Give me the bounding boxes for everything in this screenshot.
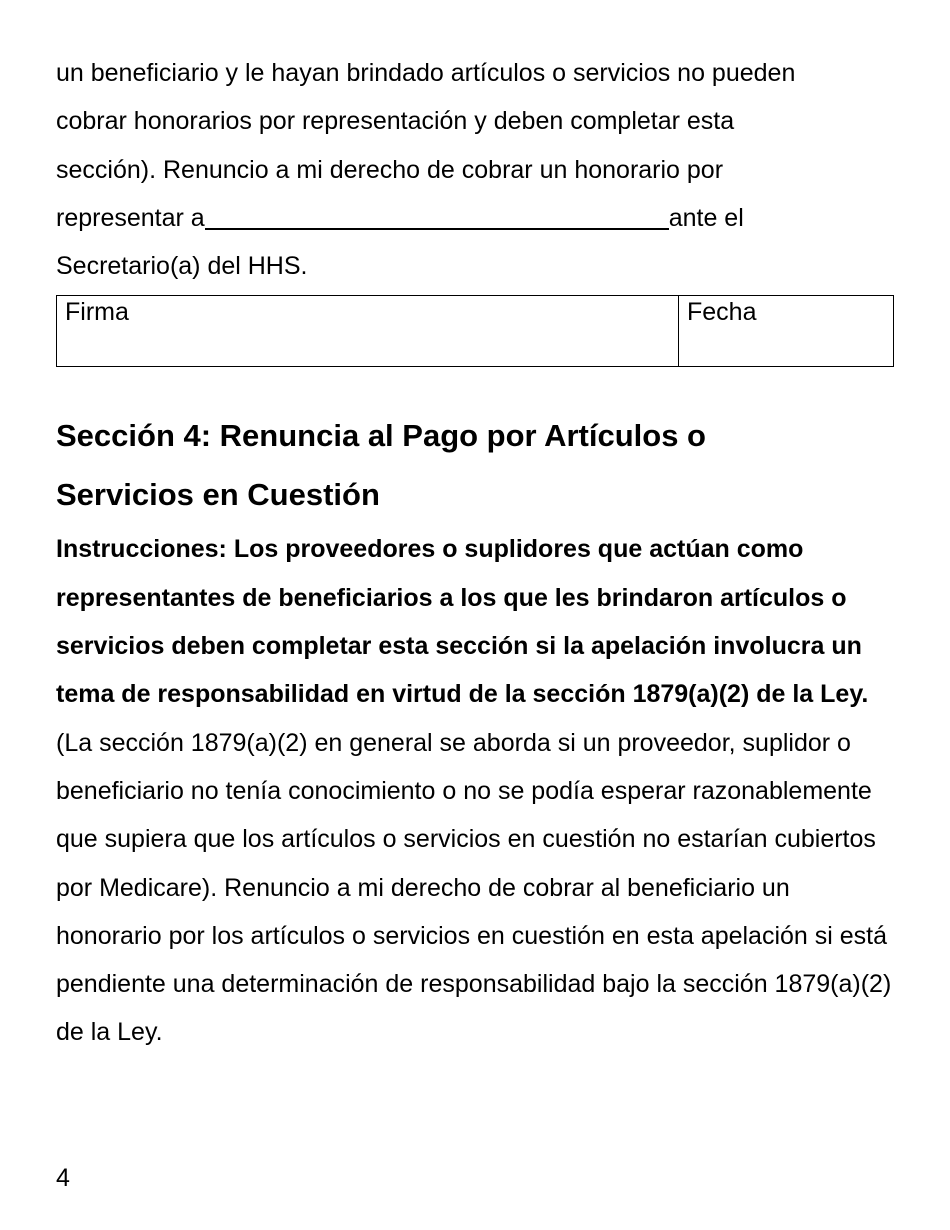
section-4-instructions xyxy=(56,525,894,1056)
section-4-heading-line-1: Sección 4: Renuncia al Pago por Artículos o xyxy=(56,418,706,454)
signature-date-table xyxy=(56,295,894,367)
paragraph-line-1: un beneficiario y le hayan brindado artículos o servicios no pueden xyxy=(56,59,796,87)
paragraph-line-5: Secretario(a) del HHS. xyxy=(56,252,308,281)
fee-waiver-paragraph xyxy=(56,49,894,290)
instructions-body-text: (La sección 1879(a)(2) en general se aborda si un proveedor, suplidor o beneficiario no tenía conocimiento o no se podía esperar razonablemente que supiera que los artículos o servicios en cuestión no estarían cubiertos por Medicare). Renuncio a mi derecho de cobrar al beneficiario un honorario por los artículos o servicios en cuestión en esta apelación si está pendiente una determinación de responsabilidad bajo la sección 1879(a)(2) de la Ley. xyxy=(56,728,892,1047)
paragraph-line-3: sección). Renuncio a mi derecho de cobrar un honorario por xyxy=(56,155,724,184)
section-4-heading xyxy=(56,406,894,524)
paragraph-line-2: cobrar honorarios por representación y deben completar esta xyxy=(56,107,735,136)
section-4-heading-line-2: Servicios en Cuestión xyxy=(56,477,380,513)
instructions-bold-text: Instrucciones: Los proveedores o suplidores que actúan como representantes de beneficiarios a los que les brindaron artículos o servicios deben completar esta sección si la apelación involucra un tema de responsabilidad en virtud de la sección 1879(a)(2) de la Ley. xyxy=(56,535,869,709)
page-number: 4 xyxy=(56,1164,70,1192)
signature-label: Firma xyxy=(65,298,129,327)
document-page xyxy=(56,0,894,1057)
paragraph-line-4-end: ante el xyxy=(668,203,744,232)
date-label: Fecha xyxy=(687,298,757,327)
paragraph-line-4-start: representar a xyxy=(56,203,205,232)
date-field[interactable] xyxy=(679,296,894,367)
beneficiary-name-blank[interactable] xyxy=(205,201,669,230)
signature-field[interactable] xyxy=(57,296,679,367)
